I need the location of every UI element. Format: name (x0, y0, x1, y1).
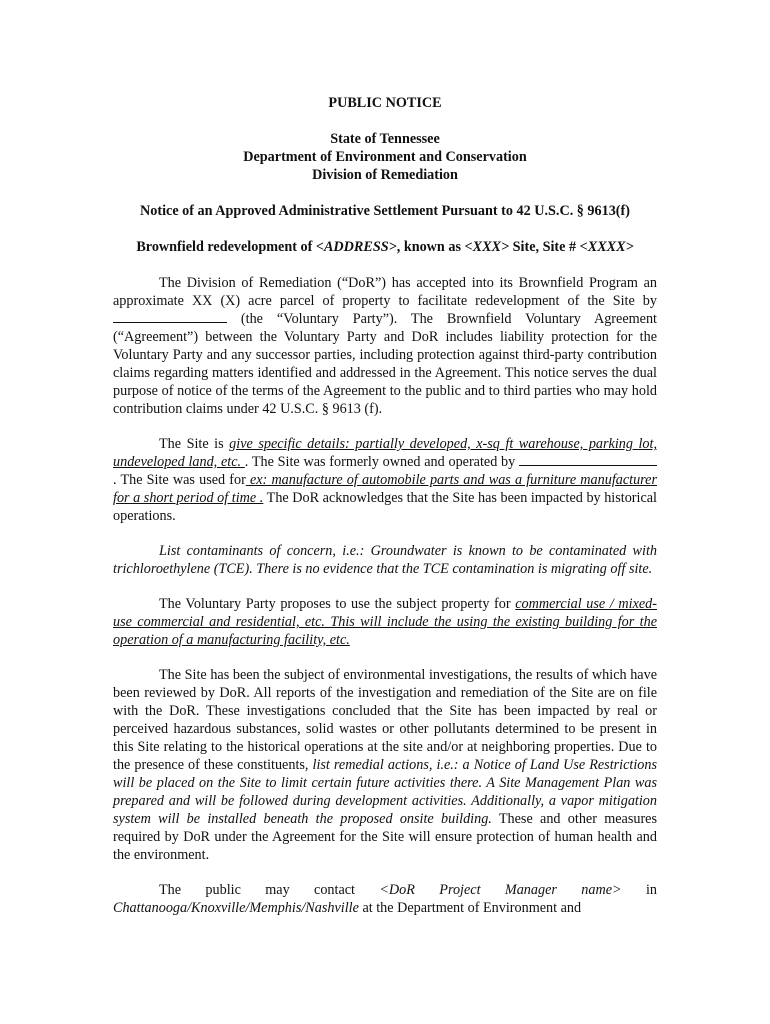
department-heading: Department of Environment and Conservation (243, 149, 527, 165)
site-name-placeholder: <XXX> (464, 239, 510, 255)
paragraph-program: The Division of Remediation (“DoR”) has accepted into its Brownfield Program an approximate XX (X) acre parcel of property to facilitate redevelopment of the Site by (the “Voluntary Party”). The Brownfield Voluntary Agreement (“Agreement”) between the Voluntary Party and DoR includes liability protection for the Voluntary Party and any successor parties, including protection against third-party contribution claims regarding matters identified and addressed in the Agreement. This notice serves the dual purpose of notice of the terms of the Agreement to the public and to third parties who may hold contribution claims under 42 U.S.C. § 9613 (f). (113, 275, 657, 417)
cities-placeholder: Chattanooga/Knoxville/Memphis/Nashville (113, 900, 359, 916)
proposed-use-field: commercial use / mixed-use commercial and residential, etc. This will include the using the existing building for the operation of a manufacturing facility, etc. (113, 596, 657, 648)
paragraph-site-description: The Site is give specific details: partially developed, x-sq ft warehouse, parking lot, undeveloped land, etc. . The Site was formerly owned and operated by . The Site was used for ex: manufacture of automobile parts and was a furniture manufacturer for a short period of time . The DoR acknowledges that the Site has been impacted by historical operations. (113, 436, 658, 524)
paragraph-proposed-use: The Voluntary Party proposes to use the subject property for commercial use / mixed-use commercial and residential, etc. This will include the using the existing building for the operation of a manufacturing facility, etc. (113, 596, 657, 648)
paragraph-contact: The public may contact <DoR Project Manager name> in Chattanooga/Knoxville/Memphis/Nashville at the Department of Environment and (113, 882, 657, 916)
project-manager-placeholder: <DoR Project Manager name> (379, 882, 622, 898)
paragraph-contaminants: List contaminants of concern, i.e.: Groundwater is known to be contaminated with trichloroethylene (TCE). There is no evidence that the TCE contamination is migrating off site. (113, 543, 657, 577)
paragraph-investigations: The Site has been the subject of environmental investigations, the results of which have been reviewed by DoR. All reports of the investigation and remediation of the Site are on file with the DoR. These investigations concluded that the Site has been impacted by real or perceived hazardous substances, solid wastes or other pollutants determined to be present in this Site relating to the historical operations at the site and/or at neighboring properties. Due to the presence of these constituents, list remedial actions, i.e.: a Notice of Land Use Restrictions will be placed on the Site to limit certain future activities there. A Site Management Plan was prepared and will be followed during development activities. Additionally, a vapor mitigation system will be installed beneath the proposed onsite building. These and other measures required by DoR under the Agreement for the Site will ensure protection of human health and the environment. (113, 667, 657, 863)
notice-title: PUBLIC NOTICE (328, 95, 442, 111)
division-heading: Division of Remediation (312, 167, 458, 183)
voluntary-party-blank (113, 310, 227, 323)
address-placeholder: <ADDRESS> (315, 239, 397, 255)
public-notice-document (113, 94, 657, 917)
brownfield-heading: Brownfield redevelopment of <ADDRESS>, known as <XXX> Site, Site # <XXXX> (136, 239, 634, 255)
remedial-actions-field: list remedial actions, i.e.: a Notice of Land Use Restrictions will be placed on the Site to limit certain future activities there. A Site Management Plan was prepared and will be followed during development activities. Additionally, a vapor mitigation system will be installed beneath the proposed onsite building. (113, 757, 657, 827)
settlement-title: Notice of an Approved Administrative Settlement Pursuant to 42 U.S.C. § 9613(f) (140, 203, 630, 219)
site-number-placeholder: <XXXX> (579, 239, 634, 255)
site-details-field: give specific details: partially developed, x-sq ft warehouse, parking lot, undeveloped land, etc. (113, 436, 658, 470)
site-use-field: ex: manufacture of automobile parts and was a furniture manufacturer for a short period of time . (113, 472, 657, 506)
former-owner-blank (519, 453, 657, 466)
state-heading: State of Tennessee (330, 131, 440, 147)
